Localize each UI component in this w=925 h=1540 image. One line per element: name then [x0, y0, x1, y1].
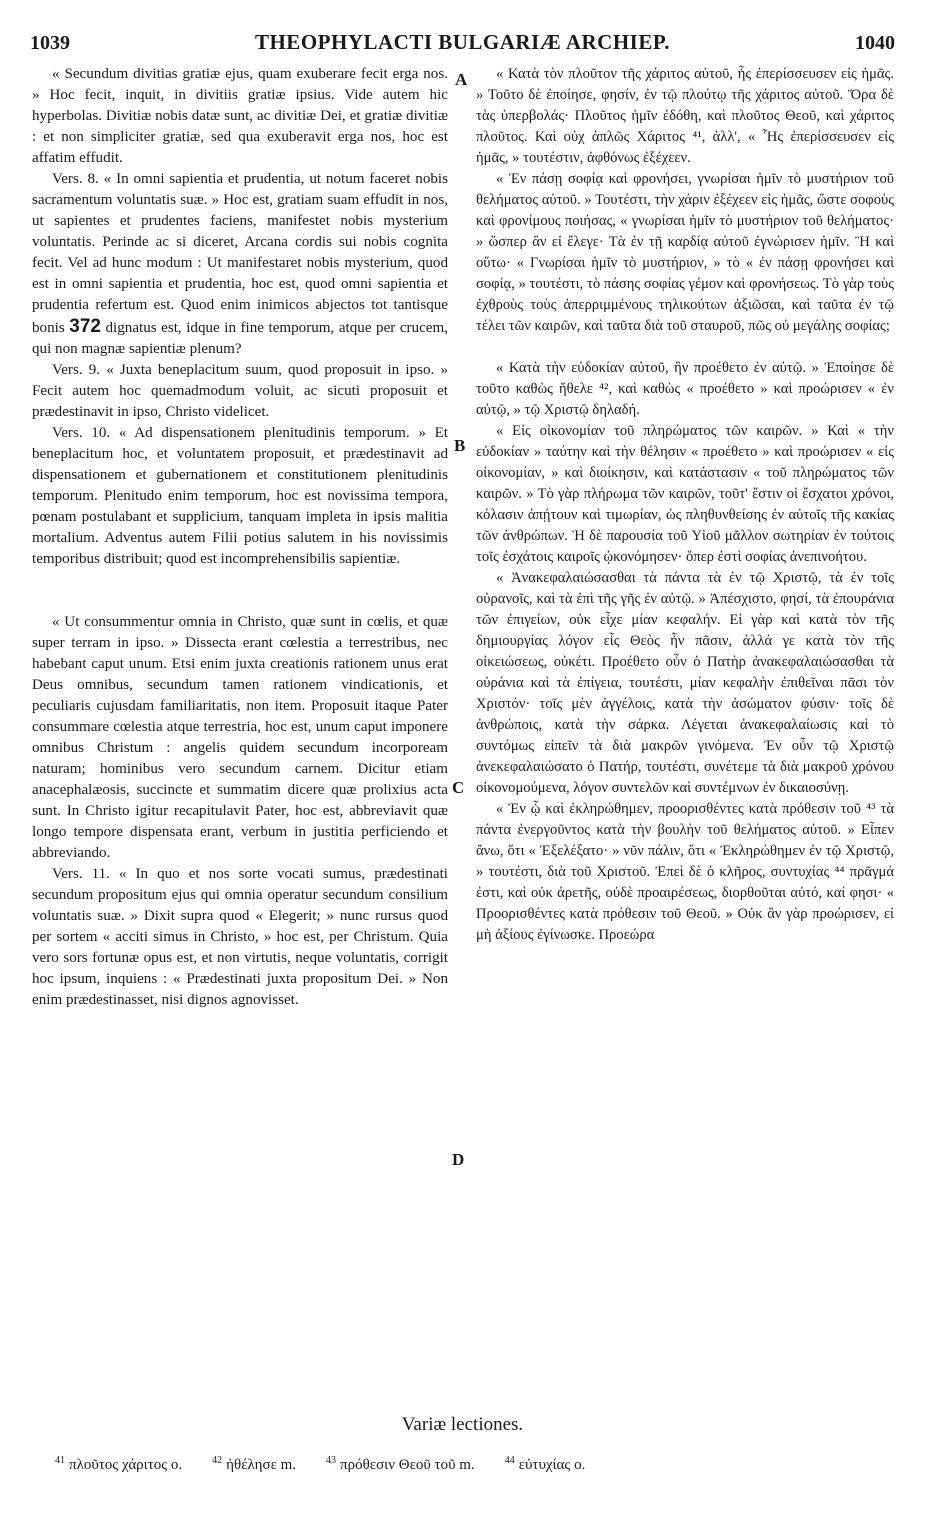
text-columns: [32, 64, 903, 1406]
latin-paragraph: [32, 169, 448, 360]
latin-paragraph: « Secundum divitias gratiæ ejus, quam exuberare fecit erga nos. » Hoc fecit, inquit, in divitiis gratiæ ipsius. Vide autem hic hyperbolas. Divitiæ nobis datæ sunt, ac divitiæ Dei, et gratiæ divitiæ : et non simpliciter gratiæ, sed qua exuberavit erga nos, hoc est affatim effudit.: [32, 66, 448, 166]
note-text: πρόθεσιν Θεοῦ τοῦ m.: [340, 1457, 475, 1473]
variant-readings-title: Variæ lectiones.: [401, 1414, 524, 1435]
greek-paragraph: « Ἐν πάσῃ σοφίᾳ καὶ φρονήσει, γνωρίσαι ἡμῖν τὸ μυστήριον τοῦ θελήματος αὐτοῦ. » Τουτέστι, τὴν χάριν ἐξέχεεν εἰς ἡμᾶς, ὥστε σοφοὺς καὶ φρονίμους ποιήσας, « γνωρίσαι ἡμῖν τὸ μυστήριον τοῦ θελήματος· » ὥσπερ ἂν εἰ ἔλεγε· Τὰ ἐν τῇ καρδίᾳ αὐτοῦ ἐγνώρισεν ἡμῖν. Ἢ καὶ οὕτω· « Γνωρίσαι ἡμῖν τὸ μυστήριον, » τὸ « ἐν πάσῃ φρονήσει καὶ σοφίᾳ, » τουτέστι, τὸ πάσης σοφίας γέμον καὶ φρονήσεως. Τὸ γὰρ τοὺς ἐχθροὺς τοὺς ἀπερριμμένους τηλικούτων ἀξιῶσαι, καὶ ταῦτα ἐν τῷ τέλει τῶν καιρῶν, καὶ ταῦτα διὰ τοῦ σταυροῦ, πῶς οὐ μεγάλης σοφίας;: [476, 171, 894, 334]
margin-letter-d: D: [452, 1150, 465, 1169]
page-number-left: 1039: [30, 32, 70, 54]
margin-letter-a: A: [455, 70, 468, 89]
latin-paragraph-text: Vers. 8. « In omni sapientia et prudentia, ut notum faceret nobis sacramentum voluntatis suæ. » Hoc est, gratiam suam effudit in nos, ut sapientes et prudentes faciens, manifestet nobis mysterium voluntatis. Perinde ac si diceret, Arcana cordis sui nobis cognita fecit. Vel ad hunc modum : Ut manifestaret nobis mysterium, quod est in omni sapientia et prudentia, hoc est, quod omni sapientia et prudentia refertum est. Quod enim inimicos abjectos tot tantisque bonis: [32, 171, 448, 336]
note-text: εὐτυχίας o.: [518, 1457, 586, 1473]
latin-paragraph-text: dignatus est, idque in fine temporum, atque per crucem, qui non magnæ sapientiæ plenum?: [32, 320, 449, 357]
note-mark: 41: [55, 1455, 65, 1466]
latin-paragraph: Vers. 10. « Ad dispensationem plenitudinis temporum. » Et beneplacitum hoc, et voluntatem proposuit, et prædestinavit ad dispensationem et gubernationem et constitutionem plenitudinis temporum. Plenitudo enim temporum, hoc est novissima tempora, pœnam postulabant et supplicium, tanquam impleta in ipsis malitia mortalium. Adventus autem Filii potius salutem in his novissimis temporibus distribuit; quod est incomprehensibilis sapientiæ.: [32, 425, 448, 567]
page-number-right: 1040: [854, 32, 895, 54]
margin-letter-c: C: [452, 778, 465, 797]
paragraph-spacer: [476, 337, 894, 358]
variant-note: [212, 1455, 296, 1474]
greek-paragraph: « Ἐν ᾧ καὶ ἐκληρώθημεν, προορισθέντες κατὰ πρόθεσιν τοῦ ⁴³ τὰ πάντα ἐνεργοῦντος κατὰ τὴν βουλὴν τοῦ θελήματος αὐτοῦ. » Εἶπεν ἄνω, ὅτι « Ἐξελέξατο· » νῦν πάλιν, ὅτι « Ἐκληρώθημεν ἐν τῷ Χριστῷ, » τουτέστι, διὰ τοῦ Χριστοῦ. Ἐπεὶ δὲ ὁ κλῆρος, συντυχίας ⁴⁴ πρᾶγμά ἐστι, καὶ οὐκ ἀρετῆς, οὐδὲ προαιρέσεως, διορθοῦται αὐτό, καί φησι· « Προορισθέντες κατὰ πρόθεσιν τοῦ Θεοῦ. » Οὐκ ἂν γὰρ προώρισεν, εἰ μὴ ἀξίους ἐγίνωσκε. Προεώρα: [476, 801, 894, 943]
running-title: THEOPHYLACTI BULGARIÆ ARCHIEP.: [254, 30, 671, 54]
greek-paragraph: « Εἰς οἰκονομίαν τοῦ πληρώματος τῶν καιρῶν. » Καὶ « τὴν εὐδοκίαν » ταύτην καὶ τὴν θέλησιν « προέθετο » καὶ προώρισεν « εἰς οἰκονομίαν, » καὶ διοίκησιν, καὶ κατάστασιν « τοῦ πληρώματος τῶν καιρῶν. » Τὸ γὰρ πλήρωμα τῶν καιρῶν, τοῦτ' ἔστιν οἱ ἔσχατοι χρόνοι, κόλασιν ἀπῄτουν καὶ τιμωρίαν, ὡς πληθυνθείσης ἐν αὐτοῖς τῆς κακίας τῶν ἀνθρώπων. Ἡ δὲ παρουσία τοῦ Υἱοῦ μᾶλλον σωτηρίαν ἐν τούτοις τοῖς ἐσχάτοις καιροῖς ᾠκονόμησεν· ὅπερ ἐστὶ σοφίας ἀνεπινοήτου.: [476, 423, 894, 565]
latin-column: [32, 64, 448, 1011]
latin-paragraph: « Ut consummentur omnia in Christo, quæ sunt in cœlis, et quæ super terram in ipso. » Dissecta erant cœlestia a terrestribus, nec habebant caput unum. Etsi enim juxta creationis rationem unus erat Deus omnibus, secundum tamen rationem vindicationis, et peculiaris cujusdam familiaritatis, non item. Proposuit itaque Pater consummare cœlestia atque terrestria, hoc est, unum caput imponere omnibus Christum : angelis quidem secundum incorpoream naturam; hominibus vero secundum carnem. Dicitur etiam anacephalæosis, succincte et summatim dicere quæ prolixius acta sunt. In Christo igitur recapitulavit Pater, hoc est, abbreviavit quæ longo tempore dispensata erant, verbum in justitia perficiendo et abbreviando.: [32, 614, 448, 861]
note-mark: 42: [212, 1455, 223, 1466]
note-text: πλοῦτος χάριτος o.: [69, 1457, 183, 1473]
note-mark: 43: [326, 1455, 337, 1466]
variant-note: [505, 1455, 586, 1474]
note-mark: 44: [504, 1455, 515, 1466]
variant-note: [326, 1455, 475, 1474]
margin-letter-b: B: [454, 436, 466, 455]
note-text: ἠθέλησε m.: [226, 1457, 297, 1473]
greek-column: [476, 64, 894, 946]
page-marker: 372: [69, 316, 101, 337]
paragraph-spacer: [32, 570, 448, 612]
variant-note: [55, 1455, 182, 1474]
latin-paragraph: Vers. 9. « Juxta beneplacitum suum, quod proposuit in ipso. » Fecit autem hoc quemadmodum voluit, ac sicuti proposuit et prædestinavit in ipso, Christo videlicet.: [32, 362, 448, 420]
latin-paragraph: Vers. 11. « In quo et nos sorte vocati sumus, prædestinati secundum propositum ejus qui omnia operatur secundum consilium voluntatis suæ. » Dixit supra quod « Elegerit; » nunc rursus quod per sortem « acciti simus in Christo, » hoc est, per Christum. Quia vero sors fortunæ opus est, et non virtutis, neque voluntatis, corrigit hoc ipsum, inquiens : « Prædestinati juxta propositum Dei. » Non enim prædestinasset, nisi dignos agnovisset.: [32, 866, 448, 1008]
page-header: [30, 30, 895, 60]
variant-readings: [55, 1455, 895, 1474]
greek-paragraph: « Κατὰ τὸν πλοῦτον τῆς χάριτος αὐτοῦ, ἧς ἐπερίσσευσεν εἰς ἡμᾶς. » Τοῦτο δὲ ἐποίησε, φησίν, ἐν τῷ πλούτῳ τῆς χάριτος αὐτοῦ. Ὅρα δὲ τὰς ὑπερβολάς· Πλοῦτος ἡμῖν ἐδόθη, καὶ πλοῦτος Θεοῦ, καὶ χάριτος πλοῦτος. Καὶ οὐχ ἁπλῶς Χάριτος ⁴¹, ἀλλ', « Ἧς ἐπερίσσευσεν εἰς ἡμᾶς, » τουτέστιν, ἀφθόνως ἐξέχεεν.: [476, 66, 894, 166]
greek-paragraph: « Κατὰ τὴν εὐδοκίαν αὐτοῦ, ἣν προέθετο ἐν αὐτῷ. » Ἐποίησε δὲ τοῦτο καθὼς ἤθελε ⁴², καὶ καθὼς « προέθετο » καὶ προώρισεν « ἐν αὐτῷ, » τῷ Χριστῷ δηλαδή.: [476, 360, 894, 418]
greek-paragraph: « Ἀνακεφαλαιώσασθαι τὰ πάντα τὰ ἐν τῷ Χριστῷ, τὰ ἐν τοῖς οὐρανοῖς, καὶ τὰ ἐπὶ τῆς γῆς ἐν αὐτῷ. » Ἀπέσχιστο, φησί, τὰ ἐπουράνια τῶν ἐπιγείων, οὐκ εἶχε μίαν κεφαλήν. Εἰ γὰρ καὶ κατὰ τὸν τῆς δημιουργίας λόγον εἷς Θεὸς ἦν πᾶσιν, ἀλλά γε κατὰ τὸν τῆς οἰκειώσεως, οὐκέτι. Προέθετο οὖν ὁ Πατὴρ ἀνακεφαλαιώσασθαι τὰ οὐράνια καὶ τὰ ἐπίγεια, τουτέστι, μίαν κεφαλὴν ἐπιθεῖναι πᾶσι τὸν Χριστόν· τοῖς μὲν ἀγγέλοις, κατὰ τὴν ἀσώματον φύσιν· τοῖς δὲ ἀνθρώποις, κατὰ τὴν σάρκα. Λέγεται ἀνακεφαλαίωσις καὶ τὸ συντόμως εἰπεῖν τὰ διὰ μακρῶν γινόμενα. Ἐν οὖν τῷ Χριστῷ ἀνεκεφαλαιώσατο ὁ Πατήρ, τουτέστι, συνέτεμε τὰ διὰ μακροῦ χρόνου οἰκονομούμενα, λόγον συντελῶν καὶ συντέμνων ἐν δικαιοσύνῃ.: [476, 570, 894, 796]
